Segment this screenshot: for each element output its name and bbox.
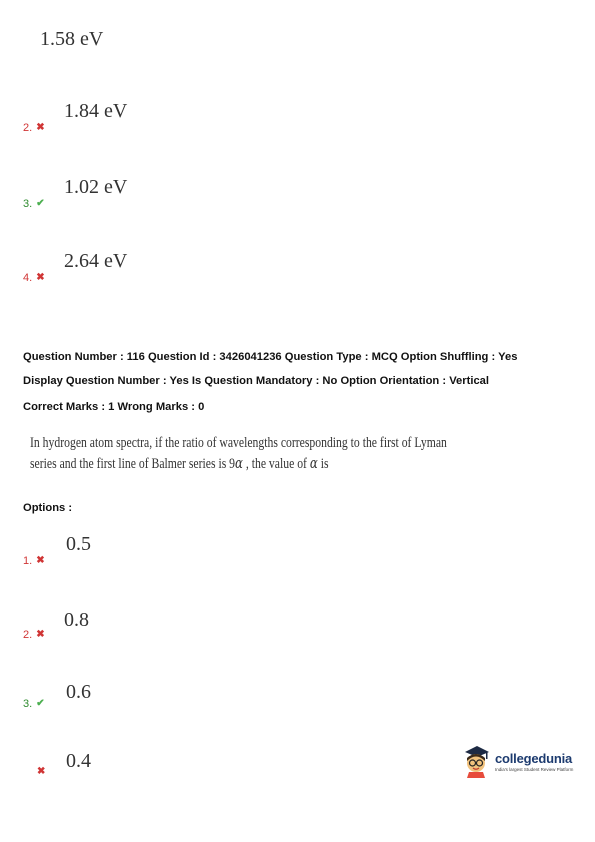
option-number: 3. [23,698,33,710]
cross-icon: ✖ [36,555,45,566]
question-meta-line-2: Display Question Number : Yes Is Question Mandatory : No Option Orientation : Vertical [23,375,490,387]
collegedunia-logo [461,744,573,778]
option-number: 1. [23,555,33,567]
option-3-number [23,698,45,710]
logo-name: collegedunia [495,750,573,766]
logo-tagline: India's largest Student Review Platform [495,766,574,772]
option-1-value: 0.5 [66,533,91,555]
question-text-part: series and the first line of Balmer series is 9 [30,456,236,472]
prev-option-3-number [23,198,45,210]
option-4-number [37,767,45,777]
question-text-part: is [320,456,329,472]
option-number: 2. [23,122,33,134]
prev-option-1-value: 1.58 eV [40,28,104,50]
option-4-value: 0.4 [66,750,91,772]
option-number: 2. [23,629,33,641]
prev-option-4-value: 2.64 eV [64,250,128,272]
question-meta-line-1: Question Number : 116 Question Id : 3426041236 Question Type : MCQ Option Shuffling : Yes [23,351,518,363]
prev-option-3-value: 1.02 eV [64,176,128,198]
logo-text [495,751,573,772]
cross-icon: ✖ [36,629,45,640]
check-icon: ✔ [36,198,45,209]
cross-icon: ✖ [37,766,46,777]
question-text-line-1: In hydrogen atom spectra, if the ratio of wavelengths corresponding to the first of Lyman [30,435,447,451]
options-label: Options : [23,502,73,514]
check-icon: ✔ [36,698,45,709]
option-number: 4. [23,272,33,284]
prev-option-2-number [23,122,45,134]
mascot-icon [461,744,491,778]
question-text-part: , the value of [245,456,307,472]
option-2-value: 0.8 [64,609,89,631]
question-text [30,433,447,474]
question-text-line-2 [30,453,447,474]
option-2-number [23,629,45,641]
cross-icon: ✖ [36,272,45,283]
alpha-symbol: α [309,454,318,472]
option-3-value: 0.6 [66,681,91,703]
prev-option-2-value: 1.84 eV [64,100,128,122]
prev-option-4-number [23,272,45,284]
question-meta-line-3: Correct Marks : 1 Wrong Marks : 0 [23,401,205,413]
option-number: 3. [23,198,33,210]
cross-icon: ✖ [36,122,45,133]
option-1-number [23,555,45,567]
alpha-symbol: α [235,454,243,472]
